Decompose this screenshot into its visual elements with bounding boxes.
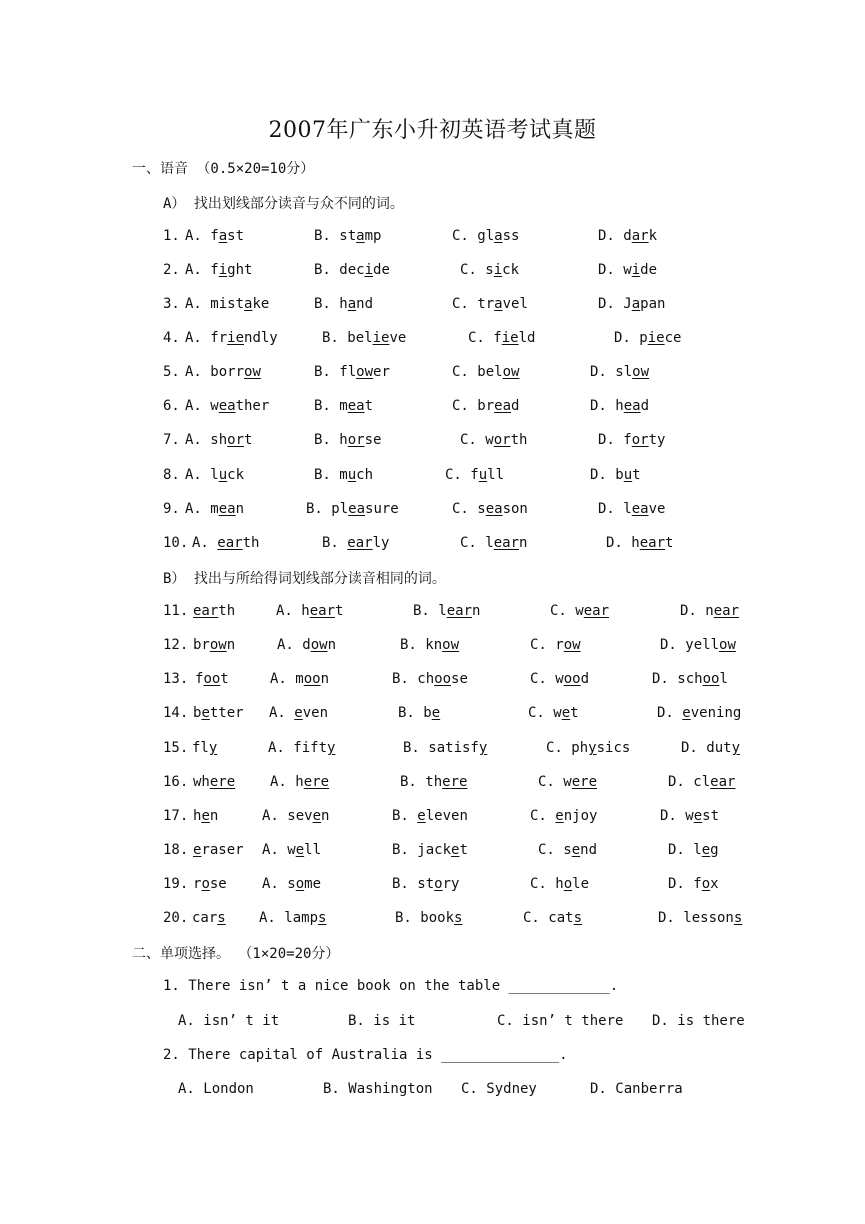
option-c: C. row <box>530 637 581 653</box>
option-b: B. stamp <box>314 228 382 244</box>
given-word: where <box>193 774 236 790</box>
option-d: D. school <box>652 671 728 687</box>
option-a: A. seven <box>262 808 330 824</box>
option-a: A. down <box>277 637 337 653</box>
option-c: C. below <box>452 364 520 380</box>
option-a: A. isn’ t it <box>178 1013 280 1029</box>
option-a: A. some <box>262 876 322 892</box>
question-row <box>0 637 865 659</box>
option-d: D. forty <box>598 432 666 448</box>
option-c: C. send <box>538 842 598 858</box>
option-b: B. early <box>322 535 390 551</box>
question-row <box>0 467 865 489</box>
question-row <box>0 228 865 250</box>
option-c: C. wood <box>530 671 590 687</box>
option-d: D. Canberra <box>590 1081 683 1097</box>
option-a: A. mean <box>185 501 245 517</box>
section1-heading: 一、语音 （0.5×20=10分） <box>132 161 315 177</box>
option-c: C. Sydney <box>461 1081 537 1097</box>
option-a: A. lamps <box>259 910 327 926</box>
option-c: C. season <box>452 501 528 517</box>
question-number: 3. <box>163 296 180 312</box>
question-row <box>0 296 865 318</box>
given-word: brown <box>193 637 236 653</box>
section2-heading: 二、单项选择。 （1×20=20分） <box>132 946 340 962</box>
given-word: fly <box>192 740 218 756</box>
given-word: hen <box>193 808 219 824</box>
question-row <box>0 398 865 420</box>
question-row <box>0 262 865 284</box>
option-b: B. Washington <box>323 1081 433 1097</box>
option-c: C. wear <box>550 603 610 619</box>
options-row <box>0 1081 865 1103</box>
option-d: D. yellow <box>660 637 736 653</box>
option-d: D. but <box>590 467 641 483</box>
option-a: A. here <box>270 774 330 790</box>
option-d: D. Japan <box>598 296 666 312</box>
option-b: B. pleasure <box>306 501 399 517</box>
question-stem: 2. There capital of Australia is ______________. <box>163 1047 568 1063</box>
question-row <box>0 671 865 693</box>
question-number: 2. <box>163 262 180 278</box>
option-c: C. learn <box>460 535 528 551</box>
option-d: D. leg <box>668 842 719 858</box>
question-row <box>0 705 865 727</box>
given-word: earth <box>193 603 236 619</box>
option-c: C. wet <box>528 705 579 721</box>
option-d: D. wide <box>598 262 658 278</box>
question-number: 5. <box>163 364 180 380</box>
option-c: C. glass <box>452 228 520 244</box>
page-title: 2007年广东小升初英语考试真题 <box>268 118 597 143</box>
option-c: C. physics <box>546 740 631 756</box>
option-b: B. flower <box>314 364 390 380</box>
option-b: B. believe <box>322 330 407 346</box>
question-row <box>0 842 865 864</box>
option-b: B. learn <box>413 603 481 619</box>
given-word: rose <box>193 876 227 892</box>
option-d: D. heart <box>606 535 674 551</box>
question-row <box>0 808 865 830</box>
question-row <box>0 740 865 762</box>
option-d: D. leave <box>598 501 666 517</box>
option-d: D. piece <box>614 330 682 346</box>
partA-heading: A） 找出划线部分读音与众不同的词。 <box>163 196 404 212</box>
given-word: foot <box>195 671 229 687</box>
option-d: D. dark <box>598 228 658 244</box>
question-number: 19. <box>163 876 189 892</box>
option-d: D. evening <box>657 705 742 721</box>
option-a: A. even <box>269 705 329 721</box>
option-b: B. there <box>400 774 468 790</box>
option-b: B. is it <box>348 1013 416 1029</box>
option-a: A. weather <box>185 398 270 414</box>
question-number: 20. <box>163 910 189 926</box>
question-number: 8. <box>163 467 180 483</box>
option-a: A. fast <box>185 228 245 244</box>
option-b: B. hand <box>314 296 374 312</box>
question-stem: 1. There isn’ t a nice book on the table ____________. <box>163 978 619 994</box>
option-a: A. short <box>185 432 253 448</box>
question-number: 11. <box>163 603 189 619</box>
option-b: B. eleven <box>392 808 468 824</box>
option-b: B. story <box>392 876 460 892</box>
question-row <box>0 910 865 932</box>
option-c: C. full <box>445 467 505 483</box>
option-b: B. meat <box>314 398 374 414</box>
option-c: C. worth <box>460 432 528 448</box>
option-d: D. near <box>680 603 740 619</box>
option-d: D. fox <box>668 876 719 892</box>
option-d: D. west <box>660 808 720 824</box>
question-number: 12. <box>163 637 189 653</box>
given-word: eraser <box>193 842 244 858</box>
question-number: 6. <box>163 398 180 414</box>
option-a: A. heart <box>276 603 344 619</box>
option-c: C. cats <box>523 910 583 926</box>
option-c: C. were <box>538 774 598 790</box>
option-a: A. London <box>178 1081 254 1097</box>
option-a: A. fight <box>185 262 253 278</box>
option-d: D. lessons <box>658 910 743 926</box>
option-d: D. duty <box>681 740 741 756</box>
question-number: 4. <box>163 330 180 346</box>
question-number: 13. <box>163 671 189 687</box>
question-row <box>0 432 865 454</box>
question-row <box>0 330 865 352</box>
question-number: 16. <box>163 774 189 790</box>
option-b: B. be <box>398 705 441 721</box>
question-row <box>0 535 865 557</box>
option-a: A. mistake <box>185 296 270 312</box>
option-a: A. well <box>262 842 322 858</box>
partB-heading: B） 找出与所给得词划线部分读音相同的词。 <box>163 571 446 587</box>
options-row <box>0 1013 865 1035</box>
option-b: B. jacket <box>392 842 468 858</box>
question-row <box>0 603 865 625</box>
option-a: A. moon <box>270 671 330 687</box>
option-c: C. isn’ t there <box>497 1013 624 1029</box>
option-b: B. choose <box>392 671 468 687</box>
option-c: C. enjoy <box>530 808 598 824</box>
option-a: A. earth <box>192 535 260 551</box>
question-row <box>0 774 865 796</box>
question-number: 17. <box>163 808 189 824</box>
option-b: B. much <box>314 467 374 483</box>
option-c: C. travel <box>452 296 528 312</box>
option-d: D. head <box>590 398 650 414</box>
option-d: D. slow <box>590 364 650 380</box>
question-number: 15. <box>163 740 189 756</box>
option-d: D. is there <box>652 1013 745 1029</box>
given-word: better <box>193 705 244 721</box>
option-a: A. friendly <box>185 330 278 346</box>
option-c: C. field <box>468 330 536 346</box>
option-b: B. know <box>400 637 460 653</box>
question-number: 9. <box>163 501 180 517</box>
given-word: cars <box>192 910 226 926</box>
question-number: 1. <box>163 228 180 244</box>
option-c: C. sick <box>460 262 520 278</box>
question-number: 14. <box>163 705 189 721</box>
option-b: B. satisfy <box>403 740 488 756</box>
question-number: 7. <box>163 432 180 448</box>
option-a: A. borrow <box>185 364 261 380</box>
question-row <box>0 364 865 386</box>
option-b: B. horse <box>314 432 382 448</box>
option-a: A. luck <box>185 467 245 483</box>
question-number: 18. <box>163 842 189 858</box>
option-d: D. clear <box>668 774 736 790</box>
question-number: 10. <box>163 535 189 551</box>
question-row <box>0 501 865 523</box>
option-b: B. books <box>395 910 463 926</box>
option-c: C. hole <box>530 876 590 892</box>
option-a: A. fifty <box>268 740 336 756</box>
option-c: C. bread <box>452 398 520 414</box>
option-b: B. decide <box>314 262 390 278</box>
question-row <box>0 876 865 898</box>
